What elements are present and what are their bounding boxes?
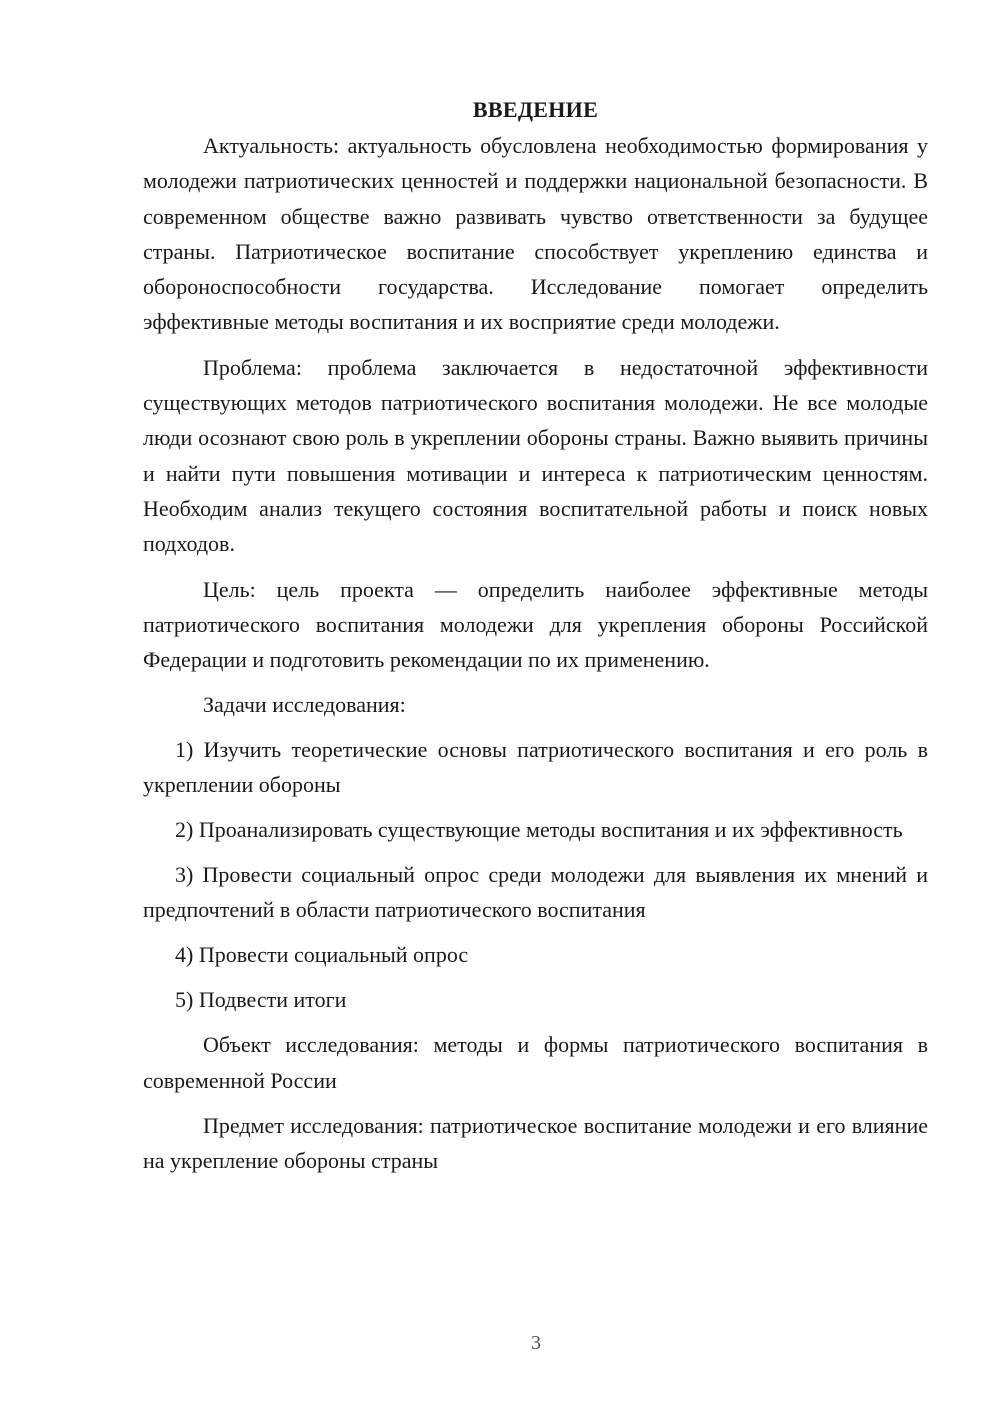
page-title: ВВЕДЕНИЕ [472, 97, 599, 122]
problem-paragraph: Проблема: проблема заключается в недостаточной эффективности существующих методов патриотического воспитания молодежи. Не все молодые люди осознают свою роль в укреплении обороны страны. Важно выявить причины и найти пути повышения мотивации и интереса к патриотическим ценностям. Необходим анализ текущего состояния воспитательной работы и поиск новых подходов. [143, 354, 928, 557]
task-item: 4) Провести социальный опрос [175, 942, 469, 968]
subject-paragraph: Предмет исследования: патриотическое воспитание молодежи и его влияние на укрепление обороны страны [143, 1113, 928, 1174]
document-page [143, 92, 928, 1189]
task-item: 1) Изучить теоретические основы патриотического воспитания и его роль в укреплении обороны [143, 737, 928, 798]
task-item: 3) Провести социальный опрос среди молодежи для выявления их мнений и предпочтений в области патриотического воспитания [143, 862, 928, 923]
task-item: 2) Проанализировать существующие методы воспитания и их эффективность [175, 817, 903, 843]
task-item: 5) Подвести итоги [175, 987, 347, 1013]
relevance-paragraph: Актуальность: актуальность обусловлена необходимостью формирования у молодежи патриотических ценностей и поддержки национальной безопасности. В современном обществе важно развивать чувство ответственности за будущее страны. Патриотическое воспитание способствует укреплению единства и обороноспособности государства. Исследование помогает определить эффективные методы воспитания и их восприятие среди молодежи. [143, 133, 928, 335]
page-number: 3 [531, 1332, 541, 1354]
goal-paragraph: Цель: цель проекта — определить наиболее эффективные методы патриотического воспитания молодежи для укрепления обороны Российской Федерации и подготовить рекомендации по их применению. [143, 576, 928, 673]
object-paragraph: Объект исследования: методы и формы патриотического воспитания в современной России [143, 1032, 928, 1093]
tasks-heading: Задачи исследования: [203, 692, 406, 718]
